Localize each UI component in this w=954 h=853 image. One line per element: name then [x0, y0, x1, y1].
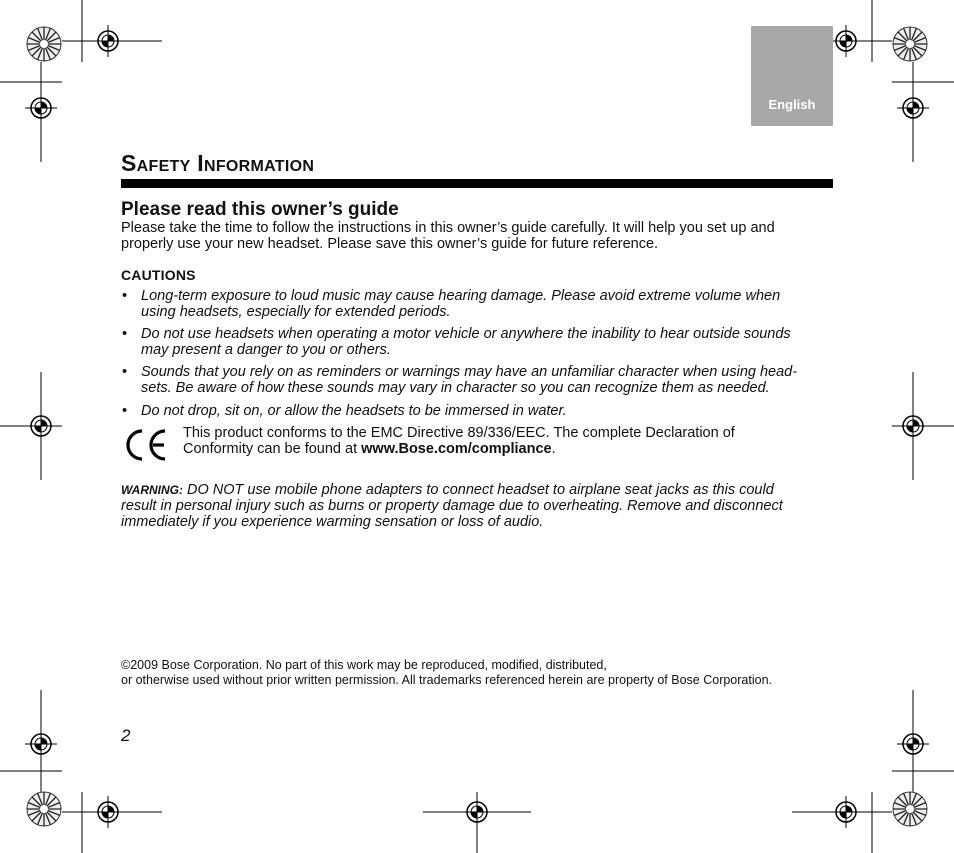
- warning-paragraph: [121, 482, 833, 530]
- caution-text: sets. Be aware of how these sounds may vary in character so you can recognize them as needed.: [141, 380, 770, 396]
- caution-text: Do not drop, sit on, or allow the headsets to be immersed in water.: [141, 403, 567, 419]
- ce-line: Conformity can be found at: [183, 441, 362, 457]
- compliance-url: www.Bose.com/compliance: [361, 441, 552, 457]
- bullet-icon: •: [122, 326, 128, 342]
- ce-mark-icon: [124, 427, 168, 463]
- warning-label: WARNING:: [121, 483, 183, 497]
- intro-line: properly use your new headset. Please save this owner’s guide for future reference.: [121, 236, 659, 252]
- caution-item: [121, 364, 833, 396]
- cautions-list: [121, 288, 833, 419]
- caution-text: may present a danger to you or others.: [141, 342, 391, 358]
- warning-line: result in personal injury such as burns or property damage due to overheating. Remove and disconnect: [121, 498, 783, 514]
- caution-text: Sounds that you rely on as reminders or warnings may have an unfamiliar character when using head-: [141, 364, 798, 380]
- cautions-heading: CAUTIONS: [121, 267, 196, 283]
- page-number: 2: [121, 726, 131, 745]
- bullet-icon: •: [122, 288, 128, 304]
- title-rule: [121, 179, 833, 188]
- copyright-line: ©2009 Bose Corporation. No part of this work may be reproduced, modified, distributed,: [121, 658, 607, 672]
- ce-compliance-text: [183, 425, 833, 457]
- caution-item: [121, 326, 833, 358]
- caution-item: [121, 403, 833, 419]
- section-heading: Please read this owner’s guide: [121, 199, 399, 220]
- ce-line: This product conforms to the EMC Directive 89/336/EEC. The complete Declaration of: [183, 425, 735, 441]
- intro-paragraph: [121, 220, 833, 252]
- page-title: Safety Information: [121, 150, 315, 176]
- ce-line-end: .: [551, 441, 556, 457]
- caution-text: using headsets, especially for extended periods.: [141, 304, 451, 320]
- bullet-icon: •: [122, 403, 128, 419]
- caution-text: Long-term exposure to loud music may cause hearing damage. Please avoid extreme volume when: [141, 288, 781, 304]
- bullet-icon: •: [122, 364, 128, 380]
- warning-line: immediately if you experience warming sensation or loss of audio.: [121, 514, 544, 530]
- intro-line: Please take the time to follow the instructions in this owner’s guide carefully. It will help you set up and: [121, 220, 775, 236]
- caution-item: [121, 288, 833, 320]
- language-tab: [751, 26, 833, 126]
- warning-line: DO NOT use mobile phone adapters to connect headset to airplane seat jacks as this could: [187, 482, 774, 498]
- language-tab-label: English: [768, 97, 816, 112]
- copyright-line: or otherwise used without prior written permission. All trademarks referenced herein are property of Bose Corporation.: [121, 673, 773, 687]
- copyright-notice: [121, 658, 833, 688]
- caution-text: Do not use headsets when operating a motor vehicle or anywhere the inability to hear outside sounds: [141, 326, 791, 342]
